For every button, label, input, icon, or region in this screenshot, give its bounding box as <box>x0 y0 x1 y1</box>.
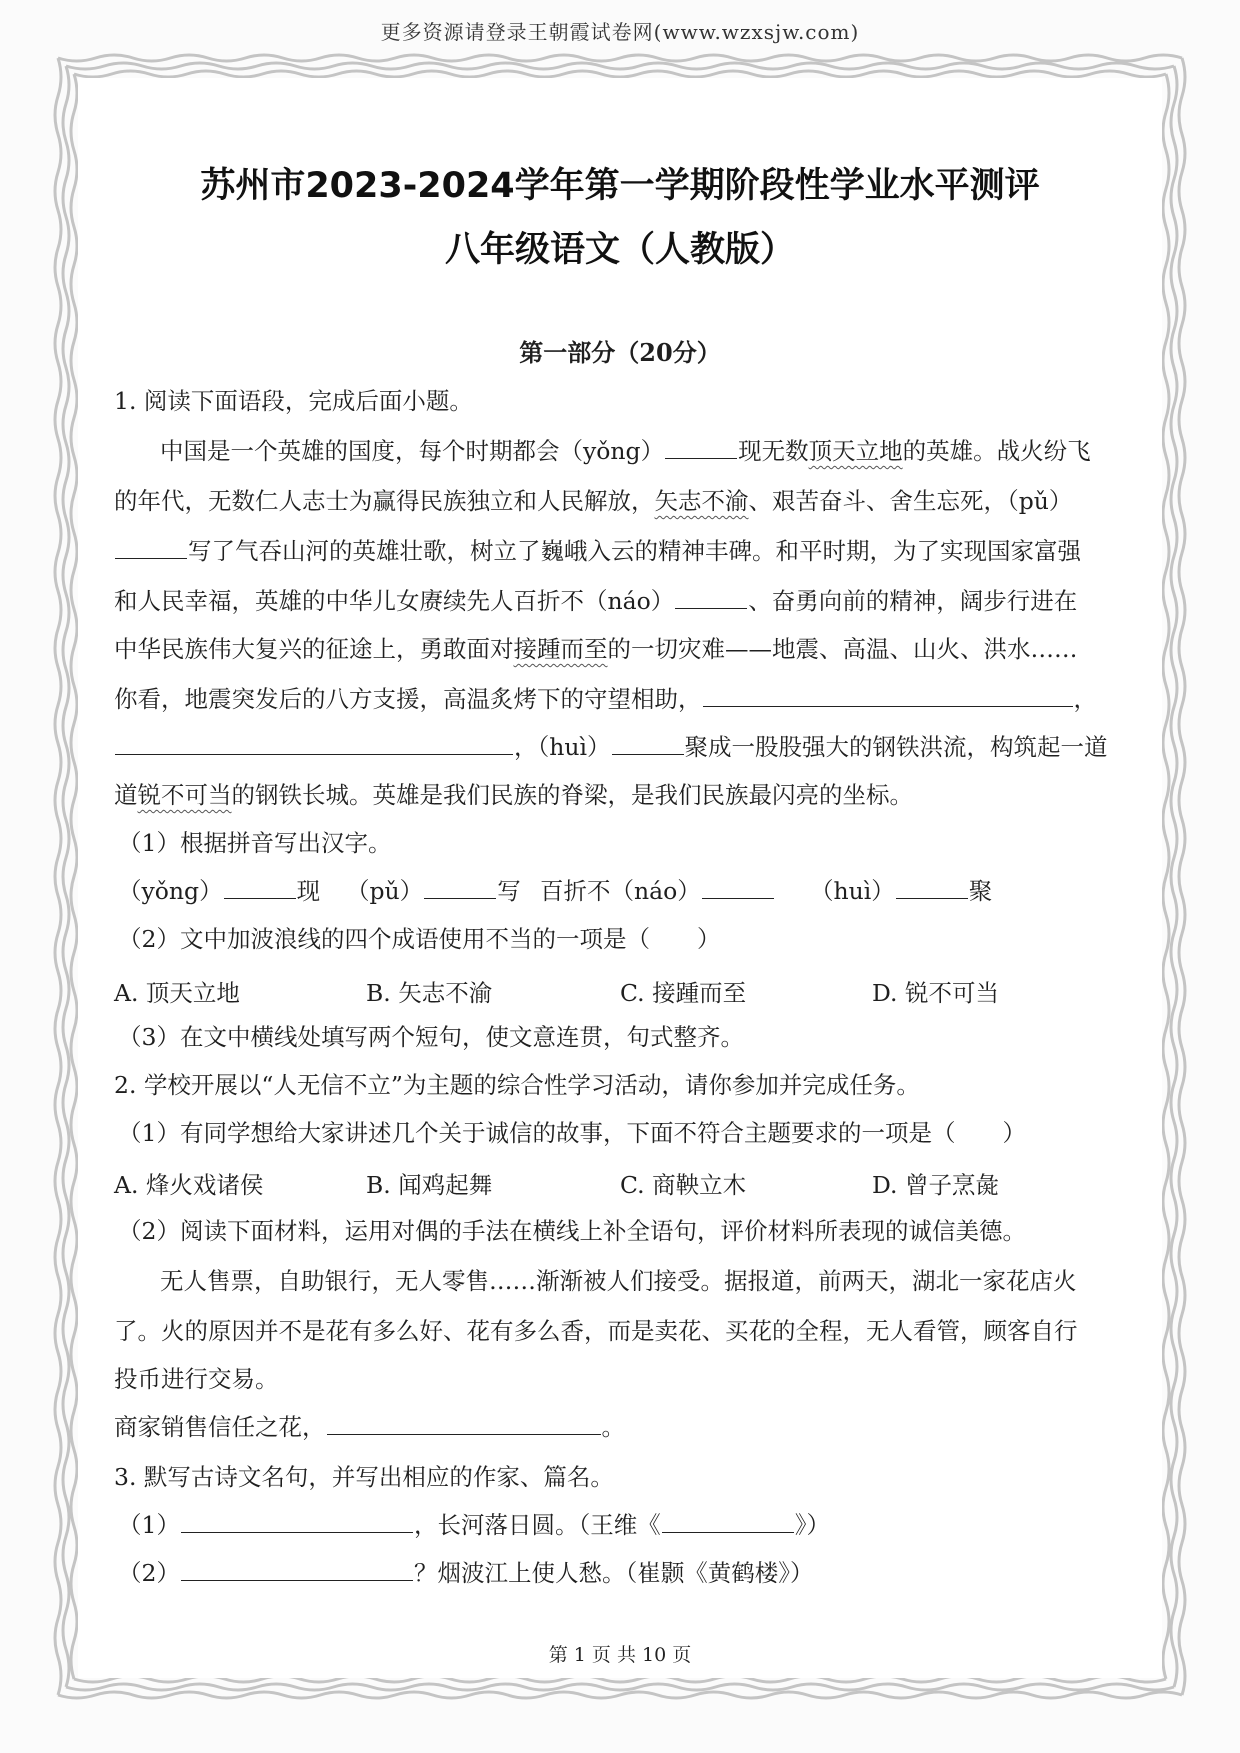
q1-option-b[interactable]: B. 矢志不渝 <box>366 979 493 1007</box>
q2-sub2: （2）阅读下面材料，运用对偶的手法在横线上补全语句，评价材料所表现的诚信美德。 <box>118 1217 1026 1245</box>
pinyin-blank-hui[interactable] <box>896 876 968 899</box>
pinyin-blank-pu[interactable] <box>424 876 496 899</box>
exam-title: 苏州市2023-2024学年第一学期阶段性学业水平测评 <box>200 166 1040 206</box>
passage-line-8: 道锐不可当的钢铁长城。英雄是我们民族的脊梁，是我们民族最闪亮的坐标。 <box>114 781 913 809</box>
q1-sub1: （1）根据拼音写出汉字。 <box>118 829 392 857</box>
pinyin-blank-yong[interactable] <box>224 876 296 899</box>
q1-sub3: （3）在文中横线处填写两个短句，使文意连贯，句式整齐。 <box>118 1023 744 1051</box>
border-wave-line <box>1163 74 1169 1679</box>
part1-heading: 第一部分（20分） <box>519 338 721 367</box>
header-note: 更多资源请登录王朝霞试卷网(www.wzxsjw.com) <box>380 20 860 44</box>
q2-option-c[interactable]: C. 商鞅立木 <box>620 1171 747 1199</box>
material-line-2: 了。火的原因并不是花有多么好、花有多么香，而是卖花、买花的全程，无人看管，顾客自行 <box>114 1317 1078 1345</box>
q1-option-c[interactable]: C. 接踵而至 <box>620 979 747 1007</box>
passage-line-6: 你看，地震突发后的八方支援，高温炙烤下的守望相助， ， <box>114 685 1097 713</box>
pinyin-item-nao: 百折不（náo） <box>540 876 775 906</box>
border-wave-line <box>1179 58 1185 1695</box>
material-line-1: 无人售票，自助银行，无人零售……渐渐被人们接受。据报道，前两天，湖北一家花店火 <box>160 1267 1077 1295</box>
blank-duiou[interactable] <box>327 1412 601 1435</box>
exam-subtitle: 八年级语文（人教版） <box>444 230 795 270</box>
q2-option-d[interactable]: D. 曾子烹彘 <box>872 1171 999 1199</box>
border-wave-line <box>71 74 77 1679</box>
q1-option-d[interactable]: D. 锐不可当 <box>872 979 999 1007</box>
passage-line-7: ，（huì） 聚成一股股强大的钢铁洪流，构筑起一道 <box>114 732 1108 762</box>
q1-stem: 1. 阅读下面语段，完成后面小题。 <box>114 387 473 415</box>
blank-hui[interactable] <box>612 732 684 755</box>
q1-sub2: （2）文中加波浪线的四个成语使用不当的一项是（ ） <box>118 925 721 953</box>
blank-nao[interactable] <box>675 586 747 609</box>
blank-poem-line-2[interactable] <box>181 1558 413 1581</box>
passage-line-3: 写了气吞山河的英雄壮歌，树立了巍峨入云的精神丰碑。和平时期，为了实现国家富强 <box>114 536 1081 566</box>
idiom-ding-tian-li-di: 顶天立地 <box>808 437 903 465</box>
blank-yong[interactable] <box>665 436 737 459</box>
q2-sub1: （1）有同学想给大家讲述几个关于诚信的故事，下面不符合主题要求的一项是（ ） <box>118 1119 1026 1147</box>
border-wave-line <box>66 63 1174 69</box>
q3-item-2: （2） ？烟波江上使人愁。（崔颢《黄鹤楼》） <box>118 1559 814 1587</box>
blank-pu[interactable] <box>115 536 187 559</box>
q3-stem: 3. 默写古诗文名句，并写出相应的作家、篇名。 <box>114 1463 614 1491</box>
border-wave-line <box>66 1684 1174 1690</box>
blank-poem-title[interactable] <box>662 1510 794 1533</box>
idiom-shi-zhi-bu-yu: 矢志不渝 <box>654 487 749 515</box>
q1-option-a[interactable]: A. 顶天立地 <box>114 979 240 1007</box>
pinyin-blank-nao[interactable] <box>702 876 774 899</box>
passage-line-1: 中国是一个英雄的国度，每个时期都会（yǒng） 现无数顶天立地的英雄。战火纷飞 <box>160 437 1091 465</box>
passage-line-2: 的年代，无数仁人志士为赢得民族独立和人民解放，矢志不渝、艰苦奋斗、舍生忘死，（pǔ） <box>114 487 1073 515</box>
passage-line-4: 和人民幸福，英雄的中华儿女赓续先人百折不（náo） 、奋勇向前的精神，阔步行进在 <box>114 587 1078 615</box>
pinyin-item-hui: （huì） 聚 <box>810 877 993 905</box>
border-wave-line <box>63 66 69 1687</box>
q2-option-a[interactable]: A. 烽火戏诸侯 <box>114 1171 264 1199</box>
pinyin-fill-row: （yǒng） 现 <box>118 877 321 905</box>
border-wave-line <box>1171 66 1177 1687</box>
idiom-rui-bu-ke-dang: 锐不可当 <box>137 781 232 809</box>
border-wave-line <box>58 1692 1182 1698</box>
page-footer: 第 1 页 共 10 页 <box>548 1644 692 1666</box>
q2-option-b[interactable]: B. 闻鸡起舞 <box>366 1171 493 1199</box>
passage-line-5: 中华民族伟大复兴的征途上，勇敢面对接踵而至的一切灾难——地震、高温、山火、洪水…… <box>114 635 1078 663</box>
q2-stem: 2. 学校开展以“人无信不立”为主题的综合性学习活动，请你参加并完成任务。 <box>114 1071 920 1099</box>
pinyin-item-pu: （pǔ） 写 <box>346 877 521 905</box>
q3-item-1: （1） ，长河落日圆。（王维《 》） <box>118 1511 830 1539</box>
idiom-jie-zhong-er-zhi: 接踵而至 <box>513 635 608 663</box>
border-wave-line <box>74 71 1166 77</box>
q2-fill-line: 商家销售信任之花， 。 <box>114 1413 625 1441</box>
material-line-3: 投币进行交易。 <box>114 1365 279 1393</box>
border-wave-line <box>58 55 1182 61</box>
blank-short-sentence-1[interactable] <box>703 684 1073 707</box>
blank-poem-line-1[interactable] <box>181 1510 413 1533</box>
blank-short-sentence-2[interactable] <box>115 732 513 755</box>
border-wave-line <box>55 58 61 1695</box>
